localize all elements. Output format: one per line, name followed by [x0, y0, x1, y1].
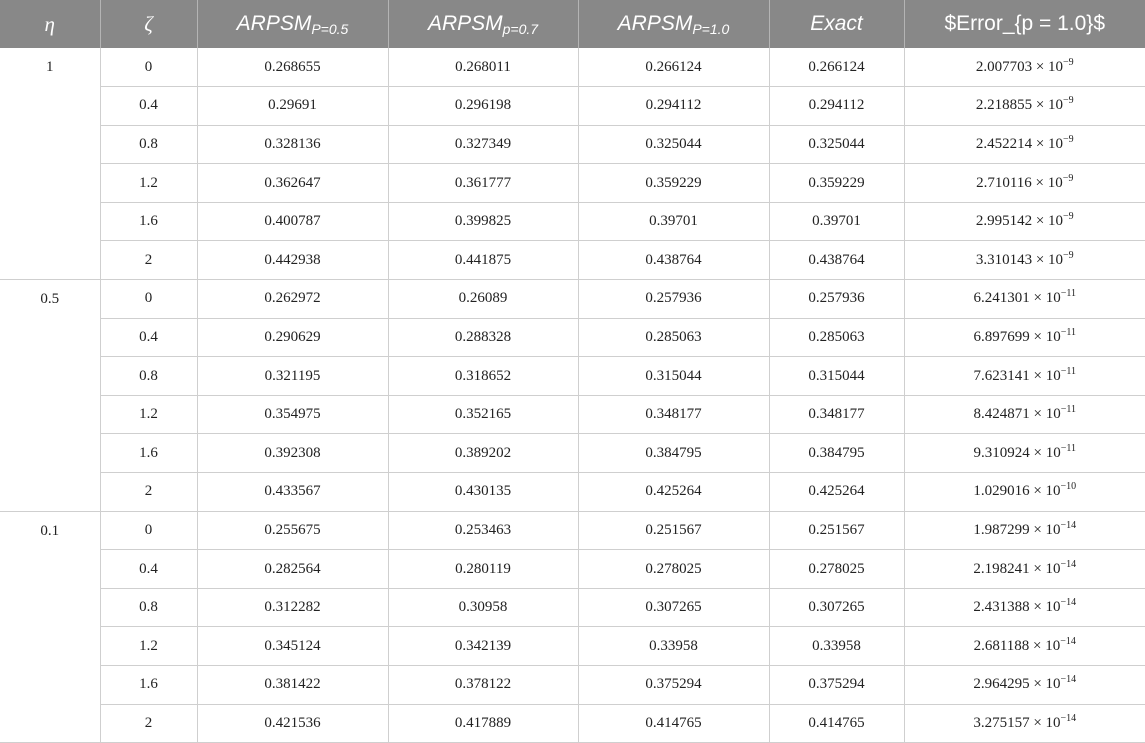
cell-zeta: 1.6 [100, 666, 197, 705]
error-mantissa: 2.681188 × 10 [973, 637, 1061, 654]
error-mantissa: 6.241301 × 10 [973, 290, 1061, 307]
cell-zeta: 0 [100, 48, 197, 87]
cell-arpsm-p05: 0.400787 [197, 202, 388, 241]
cell-exact: 0.425264 [769, 473, 904, 512]
cell-arpsm-p10: 0.251567 [578, 511, 769, 550]
error-exponent: −11 [1060, 365, 1076, 377]
cell-arpsm-p05: 0.262972 [197, 280, 388, 319]
header-arpsm-p05-sub: P=0.5 [311, 21, 349, 37]
cell-arpsm-p07: 0.268011 [388, 48, 578, 87]
table-row [0, 357, 1145, 396]
table-row [0, 164, 1145, 203]
error-exponent: −14 [1060, 674, 1077, 686]
table-row [0, 704, 1145, 743]
error-mantissa: 2.995142 × 10 [975, 213, 1064, 230]
cell-arpsm-p05: 0.421536 [197, 704, 388, 743]
cell-arpsm-p10: 0.266124 [578, 48, 769, 87]
error-mantissa: 8.424871 × 10 [973, 406, 1061, 423]
error-exponent: −9 [1063, 56, 1074, 68]
error-mantissa: 2.452214 × 10 [975, 135, 1064, 152]
cell-error [904, 202, 1145, 241]
cell-arpsm-p10: 0.257936 [578, 280, 769, 319]
cell-arpsm-p10: 0.438764 [578, 241, 769, 280]
table-row [0, 202, 1145, 241]
header-arpsm-p07 [388, 0, 578, 48]
cell-arpsm-p05: 0.321195 [197, 357, 388, 396]
error-exponent: −11 [1060, 442, 1076, 454]
cell-exact: 0.438764 [769, 241, 904, 280]
cell-arpsm-p05: 0.255675 [197, 511, 388, 550]
cell-error [904, 627, 1145, 666]
cell-zeta: 0.4 [100, 318, 197, 357]
cell-exact: 0.266124 [769, 48, 904, 87]
cell-zeta: 2 [100, 473, 197, 512]
header-arpsm-p07-main: ARPSM [427, 12, 503, 35]
cell-error [904, 511, 1145, 550]
cell-arpsm-p05: 0.29691 [197, 87, 388, 126]
cell-arpsm-p05: 0.442938 [197, 241, 388, 280]
cell-error [904, 704, 1145, 743]
cell-exact: 0.375294 [769, 666, 904, 705]
error-mantissa: 2.710116 × 10 [976, 174, 1063, 191]
cell-arpsm-p05: 0.312282 [197, 588, 388, 627]
cell-arpsm-p07: 0.399825 [388, 202, 578, 241]
table-row [0, 125, 1145, 164]
error-exponent: −9 [1063, 133, 1074, 145]
cell-zeta: 0 [100, 280, 197, 319]
error-mantissa: 1.987299 × 10 [973, 521, 1061, 538]
cell-exact: 0.414765 [769, 704, 904, 743]
cell-arpsm-p05: 0.328136 [197, 125, 388, 164]
error-exponent: −9 [1063, 95, 1074, 107]
error-exponent: −11 [1060, 404, 1076, 416]
cell-arpsm-p10: 0.375294 [578, 666, 769, 705]
cell-error [904, 241, 1145, 280]
error-mantissa: 9.310924 × 10 [973, 444, 1061, 461]
cell-exact: 0.325044 [769, 125, 904, 164]
cell-arpsm-p07: 0.352165 [388, 395, 578, 434]
cell-exact: 0.39701 [769, 202, 904, 241]
cell-arpsm-p10: 0.307265 [578, 588, 769, 627]
cell-arpsm-p10: 0.414765 [578, 704, 769, 743]
header-row [0, 0, 1145, 48]
header-arpsm-p10-main: ARPSM [617, 12, 693, 35]
cell-arpsm-p10: 0.315044 [578, 357, 769, 396]
cell-zeta: 0 [100, 511, 197, 550]
cell-arpsm-p07: 0.342139 [388, 627, 578, 666]
table-row [0, 666, 1145, 705]
cell-zeta: 0.4 [100, 87, 197, 126]
cell-error [904, 87, 1145, 126]
cell-exact: 0.307265 [769, 588, 904, 627]
cell-exact: 0.33958 [769, 627, 904, 666]
cell-arpsm-p10: 0.278025 [578, 550, 769, 589]
cell-error [904, 550, 1145, 589]
cell-error [904, 48, 1145, 87]
cell-arpsm-p07: 0.378122 [388, 666, 578, 705]
error-exponent: −14 [1060, 712, 1077, 724]
error-exponent: −14 [1060, 635, 1076, 647]
error-mantissa: 7.623141 × 10 [973, 367, 1061, 384]
cell-arpsm-p07: 0.441875 [388, 241, 578, 280]
cell-exact: 0.384795 [769, 434, 904, 473]
cell-exact: 0.315044 [769, 357, 904, 396]
cell-error [904, 666, 1145, 705]
error-mantissa: 3.310143 × 10 [975, 251, 1064, 268]
cell-arpsm-p10: 0.39701 [578, 202, 769, 241]
error-exponent: −9 [1062, 172, 1074, 184]
header-arpsm-p10-sub: P=1.0 [692, 21, 730, 37]
cell-arpsm-p07: 0.288328 [388, 318, 578, 357]
table-row [0, 48, 1145, 87]
error-exponent: −11 [1060, 288, 1076, 300]
table-header [0, 0, 1145, 48]
cell-zeta: 1.2 [100, 164, 197, 203]
cell-zeta: 1.6 [100, 202, 197, 241]
cell-arpsm-p10: 0.285063 [578, 318, 769, 357]
table-row [0, 280, 1145, 319]
cell-zeta: 1.2 [100, 627, 197, 666]
error-exponent: −11 [1060, 326, 1076, 338]
header-error: $Error_{p = 1.0}$ [904, 0, 1145, 48]
cell-error [904, 125, 1145, 164]
error-exponent: −10 [1060, 481, 1077, 493]
cell-arpsm-p07: 0.430135 [388, 473, 578, 512]
cell-zeta: 0.8 [100, 125, 197, 164]
cell-exact: 0.251567 [769, 511, 904, 550]
cell-exact: 0.294112 [769, 87, 904, 126]
error-mantissa: 2.964295 × 10 [973, 676, 1061, 693]
table-row [0, 395, 1145, 434]
cell-eta: 1 [0, 48, 100, 280]
cell-exact: 0.348177 [769, 395, 904, 434]
error-mantissa: 2.007703 × 10 [975, 58, 1064, 75]
cell-error [904, 318, 1145, 357]
header-arpsm-p07-sub: p=0.7 [502, 21, 539, 37]
table-row [0, 473, 1145, 512]
cell-arpsm-p07: 0.26089 [388, 280, 578, 319]
table-row [0, 588, 1145, 627]
table-body [0, 48, 1145, 743]
error-mantissa: 1.029016 × 10 [973, 483, 1061, 500]
cell-arpsm-p05: 0.290629 [197, 318, 388, 357]
header-eta: η [0, 0, 100, 48]
cell-arpsm-p07: 0.296198 [388, 87, 578, 126]
header-arpsm-p05 [197, 0, 388, 48]
cell-zeta: 1.6 [100, 434, 197, 473]
error-mantissa: 2.198241 × 10 [973, 560, 1061, 577]
cell-exact: 0.278025 [769, 550, 904, 589]
cell-arpsm-p05: 0.268655 [197, 48, 388, 87]
error-mantissa: 2.431388 × 10 [973, 599, 1061, 616]
error-exponent: −14 [1060, 597, 1077, 609]
cell-zeta: 1.2 [100, 395, 197, 434]
error-mantissa: 2.218855 × 10 [975, 97, 1064, 114]
cell-arpsm-p05: 0.392308 [197, 434, 388, 473]
cell-arpsm-p05: 0.433567 [197, 473, 388, 512]
cell-exact: 0.285063 [769, 318, 904, 357]
cell-arpsm-p05: 0.381422 [197, 666, 388, 705]
cell-arpsm-p07: 0.30958 [388, 588, 578, 627]
cell-arpsm-p05: 0.345124 [197, 627, 388, 666]
cell-error [904, 473, 1145, 512]
cell-error [904, 395, 1145, 434]
cell-arpsm-p07: 0.318652 [388, 357, 578, 396]
cell-zeta: 2 [100, 241, 197, 280]
cell-error [904, 588, 1145, 627]
header-exact: Exact [769, 0, 904, 48]
cell-exact: 0.257936 [769, 280, 904, 319]
table-row [0, 550, 1145, 589]
cell-arpsm-p10: 0.425264 [578, 473, 769, 512]
error-exponent: −14 [1060, 558, 1077, 570]
cell-error [904, 164, 1145, 203]
cell-arpsm-p10: 0.33958 [578, 627, 769, 666]
cell-error [904, 280, 1145, 319]
error-exponent: −9 [1063, 249, 1074, 261]
table-row [0, 87, 1145, 126]
cell-arpsm-p10: 0.384795 [578, 434, 769, 473]
table-row [0, 627, 1145, 666]
cell-arpsm-p10: 0.359229 [578, 164, 769, 203]
cell-arpsm-p10: 0.325044 [578, 125, 769, 164]
cell-error [904, 434, 1145, 473]
cell-arpsm-p07: 0.280119 [388, 550, 578, 589]
cell-zeta: 2 [100, 704, 197, 743]
error-exponent: −14 [1060, 519, 1077, 531]
cell-eta: 0.1 [0, 511, 100, 743]
cell-zeta: 0.4 [100, 550, 197, 589]
error-exponent: −9 [1063, 211, 1074, 223]
cell-arpsm-p07: 0.361777 [388, 164, 578, 203]
cell-error [904, 357, 1145, 396]
cell-arpsm-p07: 0.417889 [388, 704, 578, 743]
cell-eta: 0.5 [0, 280, 100, 512]
cell-arpsm-p10: 0.348177 [578, 395, 769, 434]
table-row [0, 511, 1145, 550]
error-mantissa: 3.275157 × 10 [973, 714, 1061, 731]
cell-arpsm-p07: 0.389202 [388, 434, 578, 473]
table-row [0, 318, 1145, 357]
header-arpsm-p05-main: ARPSM [236, 12, 312, 35]
cell-arpsm-p07: 0.253463 [388, 511, 578, 550]
cell-arpsm-p07: 0.327349 [388, 125, 578, 164]
cell-arpsm-p05: 0.362647 [197, 164, 388, 203]
cell-exact: 0.359229 [769, 164, 904, 203]
error-mantissa: 6.897699 × 10 [973, 328, 1061, 345]
table-row [0, 434, 1145, 473]
cell-arpsm-p05: 0.354975 [197, 395, 388, 434]
cell-zeta: 0.8 [100, 588, 197, 627]
header-zeta: ζ [100, 0, 197, 48]
cell-arpsm-p05: 0.282564 [197, 550, 388, 589]
table-row [0, 241, 1145, 280]
cell-arpsm-p10: 0.294112 [578, 87, 769, 126]
cell-zeta: 0.8 [100, 357, 197, 396]
header-arpsm-p10 [578, 0, 769, 48]
